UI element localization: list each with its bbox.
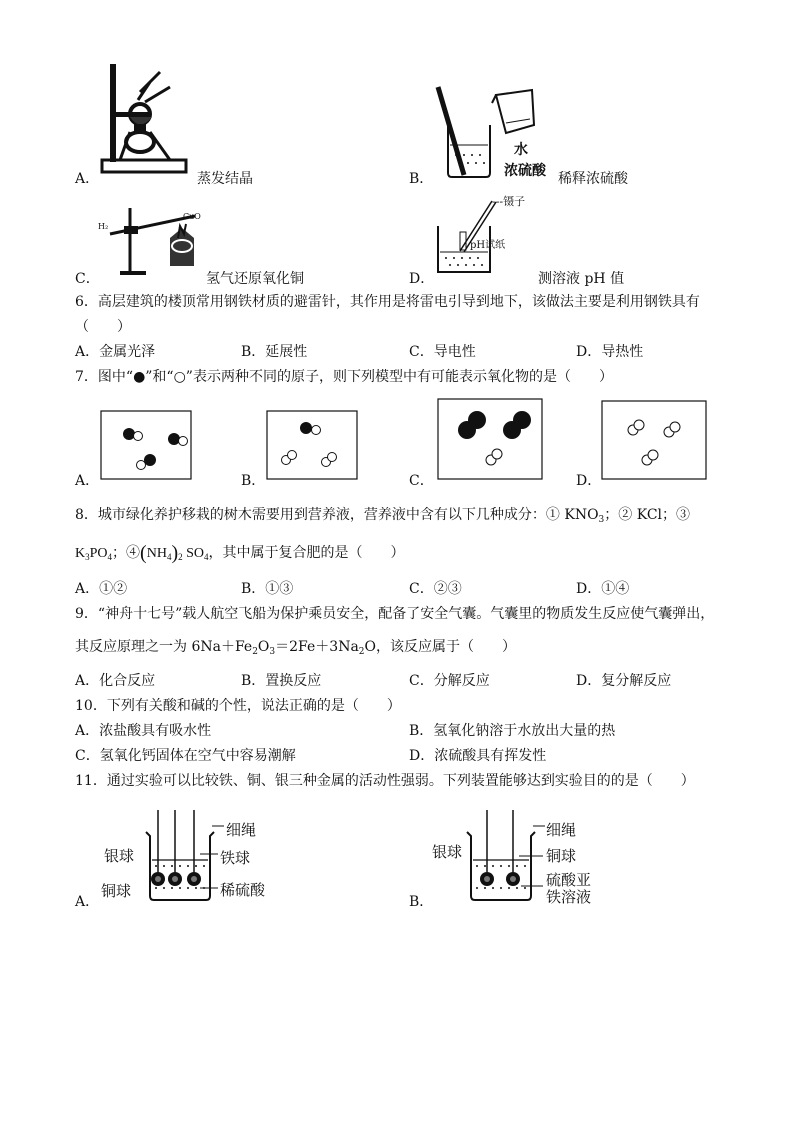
q9-stem-line1: 9．“神舟十七号”载人航空飞船为保护乘员安全，配备了安全气囊。气囊里的物质发生反应使气囊弹出，: [75, 606, 715, 622]
label-cuo: CuO: [183, 212, 201, 221]
q6-stem-line1: 6．高层建筑的楼顶常用钢铁材质的避雷针，其作用是将雷电引导到地下，该做法主要是利用钢铁具有: [75, 294, 700, 310]
q8-nh4: NH: [146, 546, 167, 561]
q11a-label-silver: 银球: [104, 847, 135, 865]
q5-option-d-caption: 测溶液 pH 值: [538, 271, 625, 287]
q11a-label-copper: 铜球: [101, 882, 132, 900]
q8-stem-b: ；② KCl；③: [604, 507, 691, 523]
q7-model-c: [437, 398, 543, 480]
q7-model-d: [601, 400, 707, 480]
q7-option-a-letter: A．: [75, 473, 100, 489]
q8-nh4-sub: 4: [166, 552, 172, 562]
label-h2: H₂: [98, 222, 109, 231]
q6-option-c: C．导电性: [409, 344, 476, 360]
q9-eq-b: O: [257, 639, 270, 655]
q8-option-d: D．①④: [576, 581, 630, 597]
q5-option-c-letter: C．: [75, 271, 100, 287]
q8-k3po4-sub: 3: [85, 552, 90, 562]
q8-k3po4-k: K: [75, 546, 86, 561]
q9-eq-sub1: 2: [252, 647, 258, 657]
q5-option-a-caption: 蒸发结晶: [197, 171, 253, 187]
q8-stem-line1: [75, 506, 690, 529]
q6-option-b: B．延展性: [241, 344, 308, 360]
hydrogen-reduction-figure: [100, 198, 210, 278]
q7-option-d-letter: D．: [576, 473, 602, 489]
q10-option-b: B．氢氧化钠溶于水放出大量的热: [409, 723, 616, 739]
q7-option-c-letter: C．: [409, 473, 434, 489]
q9-eq-sub2: 3: [269, 647, 276, 657]
q9-option-b: B．置换反应: [241, 673, 322, 689]
q8-stem-c: ，其中属于复合肥的是（ ）: [208, 546, 405, 561]
q11-apparatus-b: [463, 810, 543, 900]
q5-option-b-letter: B．: [409, 171, 434, 187]
q8-k3po4-po: PO: [89, 546, 108, 561]
q11-stem: 11．通过实验可以比较铁、铜、银三种金属的活动性强弱。下列装置能够达到实验目的的是（ ）: [75, 773, 695, 789]
q9-option-d: D．复分解反应: [576, 673, 672, 689]
q6-option-d: D．导热性: [576, 344, 644, 360]
q10-stem: 10．下列有关酸和碱的个性，说法正确的是（ ）: [75, 698, 401, 714]
q11b-label-copper: 铜球: [546, 847, 577, 865]
q10-option-a: A．浓盐酸具有吸水性: [75, 723, 212, 739]
q8-so4-sub: 4: [204, 552, 209, 562]
q6-option-a: A．金属光泽: [75, 344, 156, 360]
q5-option-a-letter: A．: [75, 171, 100, 187]
q10-option-c: C．氢氧化钙固体在空气中容易潮解: [75, 748, 296, 764]
q11b-label-solution1: 硫酸亚: [546, 871, 592, 889]
q11-apparatus-a: [142, 810, 222, 900]
q8-stem-line2: $K_3PO_4$；$④(NH_4)_2$ $SO_4$，其中属于复合肥的是（ ）: [75, 542, 405, 564]
q8-kno3-sub: 3: [598, 515, 605, 525]
q11-option-a-letter: A．: [75, 894, 100, 910]
q11a-label-rope: 细绳: [226, 821, 257, 839]
q7-model-a: [100, 410, 192, 480]
q9-eq-sub3: 2: [358, 647, 365, 657]
q8-so4: SO: [186, 546, 205, 561]
q11a-label-solution: 稀硫酸: [220, 881, 266, 899]
q9-option-a: A．化合反应: [75, 673, 156, 689]
q7-stem: 7．图中“●”和“○”表示两种不同的原子，则下列模型中有可能表示氧化物的是（ ）: [75, 369, 613, 385]
q5-option-b-caption: 稀释浓硫酸: [558, 171, 628, 187]
q7-option-b-letter: B．: [241, 473, 266, 489]
q6-stem-line2: （ ）: [75, 319, 131, 335]
evaporation-apparatus-figure: [100, 62, 190, 177]
q8-option-a: A．①②: [75, 581, 128, 597]
q10-option-d: D．浓硫酸具有挥发性: [409, 748, 547, 764]
q8-option-b: B．①③: [241, 581, 294, 597]
q8-nh4-sub2: 2: [178, 552, 183, 562]
q9-option-c: C．分解反应: [409, 673, 490, 689]
q8-nh4-prefix: ；④: [112, 546, 141, 561]
q11a-label-iron: 铁球: [220, 849, 251, 867]
q11b-label-solution2: 铁溶液: [546, 888, 592, 906]
label-water: 水: [514, 142, 528, 158]
q9-eq-a: 其反应原理之一为 6Na＋Fe: [75, 639, 253, 655]
label-tweezers-text: 镊子: [503, 195, 526, 208]
q9-eq-c: ＝2Fe＋3Na: [275, 639, 359, 655]
q5-option-d-letter: D．: [409, 271, 435, 287]
q11b-label-silver: 银球: [432, 843, 463, 861]
label-ph-paper: pH试纸: [470, 240, 506, 251]
q8-option-c: C．②③: [409, 581, 462, 597]
q8-stem-a: 8．城市绿化养护移栽的树木需要用到营养液，营养液中含有以下几种成分：① KNO: [75, 507, 599, 523]
q11-option-b-letter: B．: [409, 894, 434, 910]
q7-model-b: [266, 410, 358, 480]
q9-stem-line2: [75, 638, 516, 661]
q11b-label-rope: 细绳: [546, 821, 577, 839]
label-concentrated-sulfuric-acid: 浓硫酸: [504, 163, 546, 179]
label-tweezers: ---镊子: [492, 195, 526, 208]
q5-option-c-caption: 氢气还原氧化铜: [206, 271, 304, 287]
q8-k3po4-sub2: 4: [107, 552, 113, 562]
q9-eq-d: O，该反应属于（ ）: [364, 639, 517, 655]
